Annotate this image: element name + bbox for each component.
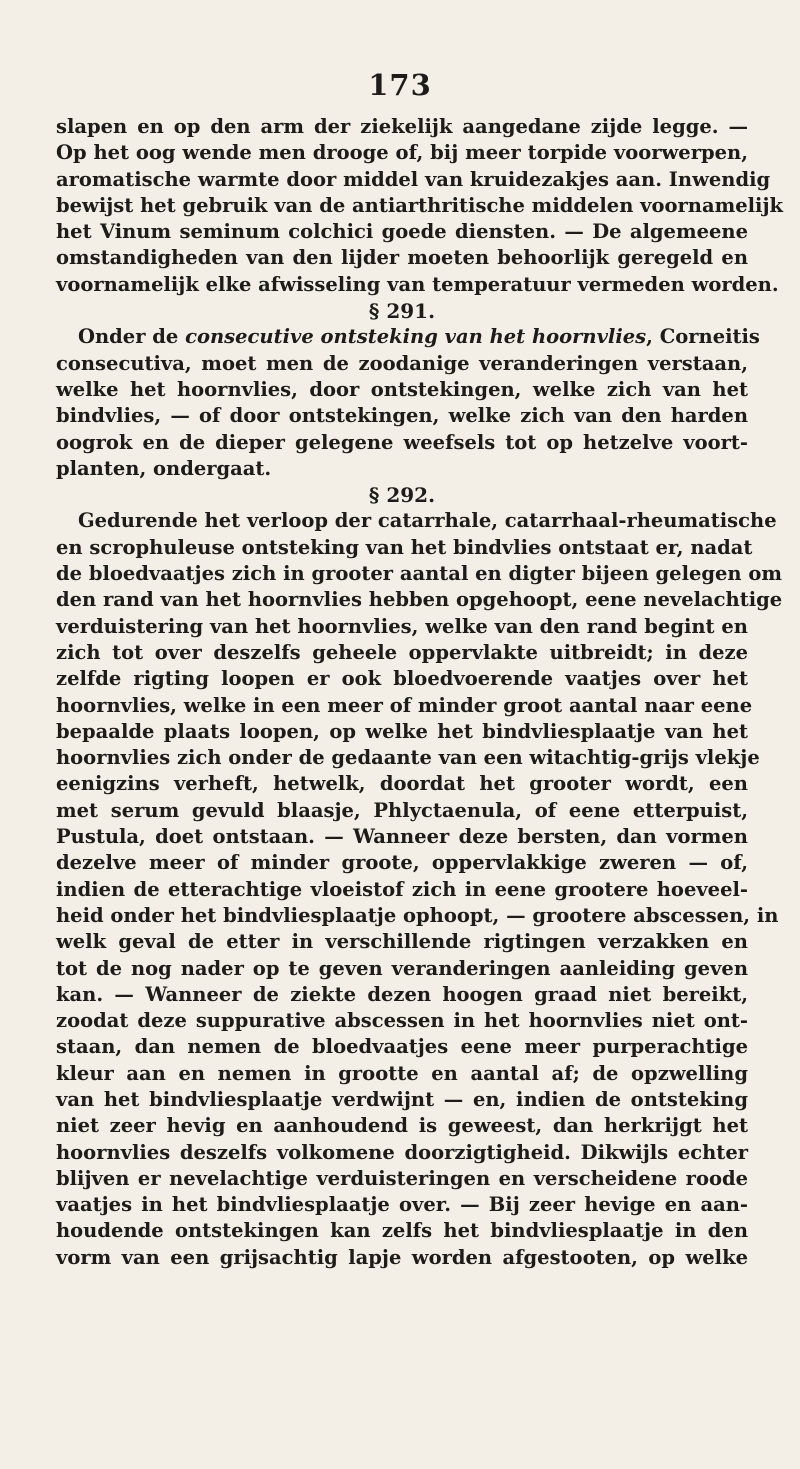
text-line: planten, ondergaat. [56,456,272,480]
text-line: Op het oog wende men drooge of, bij meer torpide voorwerpen, [56,141,748,165]
text-line: vaatjes in het bindvliesplaatje over. — Bij zeer hevige en aan- [56,1193,748,1217]
text-line: kleur aan en nemen in grootte en aantal af; de opzwelling [56,1061,748,1085]
intro-paragraph [56,114,784,298]
text-line: Gedurende het verloop der catarrhale, catarrhaal-rheumatische [78,509,777,533]
text-line: voornamelijk elke afwisseling van temperatuur vermeden worden. [56,272,779,296]
text-line: zelfde rigting loopen er ook bloedvoerende vaatjes over het [56,667,748,691]
section-heading-292: § 292. [368,483,436,508]
text-line: bewijst het gebruik van de antiarthritische middelen voornamelijk [56,193,784,217]
body-text [56,114,784,1271]
text-line: indien de etterachtige vloeistof zich in eene grootere hoeveel- [56,877,748,901]
section-291-rest: , Corneitis [646,325,760,349]
text-line: bepaalde plaats loopen, op welke het bindvliesplaatje van het [56,719,748,743]
text-line: hoornvlies, welke in een meer of minder groot aantal naar eene [56,693,753,717]
text-line: welk geval de etter in verschillende rigtingen verzakken en [56,930,748,954]
text-line: omstandigheden van den lijder moeten behoorlijk geregeld en [56,246,748,270]
text-line: eenigzins verheft, hetwelk, doordat het grooter wordt, een [56,772,748,796]
text-line: verduistering van het hoornvlies, welke van den rand begint en [56,614,748,638]
text-line: zich tot over deszelfs geheele oppervlakte uitbreidt; in deze [56,640,748,664]
text-line: hoornvlies deszelfs volkomene doorzigtigheid. Dikwijls echter [56,1140,748,1164]
text-line: vorm van een grijsachtig lapje worden afgestooten, op welke [56,1245,748,1269]
text-line: hoornvlies zich onder de gedaante van een witachtig-grijs vlekje [56,746,760,770]
text-line: zoodat deze suppurative abscessen in het hoornvlies niet ont- [56,1009,748,1033]
text-line: aromatische warmte door middel van kruidezakjes aan. Inwendig [56,167,771,191]
section-291-emphasis: consecutive ontsteking van het hoornvlies [185,325,647,349]
page-number: 173 [368,68,432,102]
section-291-first-line [56,324,760,350]
text-line: met serum gevuld blaasje, Phlyctaenula, of eene etterpuist, [56,798,748,822]
text-line: kan. — Wanneer de ziekte dezen hoogen graad niet bereikt, [56,982,748,1006]
text-line: blijven er nevelachtige verduisteringen en verscheidene roode [56,1166,748,1190]
text-line: tot de nog nader op te geven veranderingen aanleiding geven [56,956,748,980]
text-line: consecutiva, moet men de zoodanige veranderingen verstaan, [56,351,748,375]
text-line: welke het hoornvlies, door ontstekingen, welke zich van het [56,377,748,401]
text-line: houdende ontstekingen kan zelfs het bindvliesplaatje in den [56,1219,748,1243]
text-line: van het bindvliesplaatje verdwijnt — en, indien de ontsteking [56,1087,748,1111]
text-line: bindvlies, — of door ontstekingen, welke zich van den harden [56,404,748,428]
text-line: en scrophuleuse ontsteking van het bindvlies ontstaat er, nadat [56,535,753,559]
section-292-paragraph [56,508,783,1271]
text-line: de bloedvaatjes zich in grooter aantal en digter bijeen gelegen om [56,562,783,586]
section-291-lead: Onder de [78,325,186,349]
text-line: slapen en op den arm der ziekelijk aangedane zijde legge. — [56,115,748,138]
text-line: staan, dan nemen de bloedvaatjes eene meer purperachtige [56,1035,748,1059]
text-line: het Vinum seminum colchici goede diensten. — De algemeene [56,220,748,244]
text-line: niet zeer hevig en aanhoudend is geweest, dan herkrijgt het [56,1114,748,1138]
text-line: Pustula, doet ontstaan. — Wanneer deze bersten, dan vormen [56,825,748,849]
text-line: oogrok en de dieper gelegene weefsels tot op hetzelve voort- [56,430,748,454]
text-line: den rand van het hoornvlies hebben opgehoopt, eene nevelachtige [56,588,783,612]
section-291-paragraph [56,351,748,482]
section-heading-291: § 291. [368,299,436,324]
text-line: dezelve meer of minder groote, oppervlakkige zweren — of, [56,851,748,875]
text-line: heid onder het bindvliesplaatje ophoopt, — grootere abscessen, in [56,903,779,927]
